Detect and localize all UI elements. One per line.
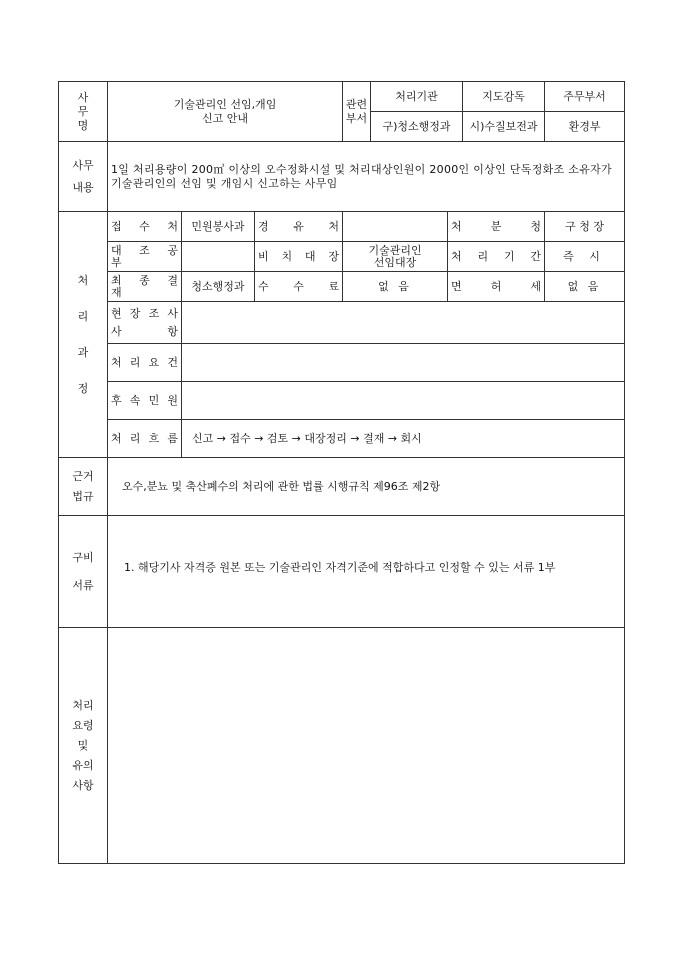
documents-label: 구비 서류 bbox=[59, 516, 108, 628]
routing-label: 경 유 처 bbox=[255, 212, 343, 242]
processing-period-value: 즉 시 bbox=[545, 242, 625, 272]
license-tax-value: 없 음 bbox=[545, 272, 625, 302]
service-title: 기술관리인 선임,개임 신고 안내 bbox=[108, 82, 343, 142]
basis-text: 오수,분뇨 및 축산폐수의 처리에 관한 법률 시행규칙 제96조 제2항 bbox=[108, 458, 625, 516]
supervision-value: 시)수질보전과 bbox=[463, 112, 545, 142]
related-dept-label: 관련부서 bbox=[343, 82, 371, 142]
documents-list bbox=[108, 516, 625, 628]
site-survey-value bbox=[182, 302, 625, 344]
content-label: 사무 내용 bbox=[59, 142, 108, 212]
service-name-label: 사 무 명 bbox=[59, 82, 108, 142]
main-dept-value: 환경부 bbox=[545, 112, 625, 142]
cross-check-label: 대 조 공 부 bbox=[108, 242, 182, 272]
notes-label: 처리 요령 및 유의 사항 bbox=[59, 628, 108, 864]
reception-value: 민원봉사과 bbox=[182, 212, 255, 242]
requirements-label: 처 리 요 건 bbox=[108, 344, 182, 382]
followup-label: 후 속 민 원 bbox=[108, 382, 182, 420]
final-approval-label: 최 종 결 재 bbox=[108, 272, 182, 302]
cross-check-value bbox=[182, 242, 255, 272]
final-approval-value: 청소행정과 bbox=[182, 272, 255, 302]
followup-value bbox=[182, 382, 625, 420]
guidance-form-table bbox=[58, 81, 625, 864]
process-section-label: 처 리 과 정 bbox=[59, 212, 108, 458]
requirements-value bbox=[182, 344, 625, 382]
notes-text bbox=[108, 628, 625, 864]
license-tax-label: 면 허 세 bbox=[448, 272, 545, 302]
reception-label: 접 수 처 bbox=[108, 212, 182, 242]
flow-label: 처 리 흐 름 bbox=[108, 420, 182, 458]
main-dept-header: 주무부서 bbox=[545, 82, 625, 112]
site-survey-label: 현 장 조 사 사 항 bbox=[108, 302, 182, 344]
content-text: 1일 처리용량이 200㎥ 이상의 오수정화시설 및 처리대상인원이 2000인 이상인 단독정화조 소유자가 기술관리인의 선임 및 개임시 신고하는 사무임 bbox=[108, 142, 625, 212]
fee-value: 없 음 bbox=[343, 272, 448, 302]
disposition-value: 구 청 장 bbox=[545, 212, 625, 242]
routing-value bbox=[343, 212, 448, 242]
flow-value: 신고 → 접수 → 검토 → 대장정리 → 결재 → 회시 bbox=[182, 420, 625, 458]
processing-agency-value: 구)청소행정과 bbox=[371, 112, 463, 142]
disposition-label: 처 분 청 bbox=[448, 212, 545, 242]
ledger-value: 기술관리인 선임대장 bbox=[343, 242, 448, 272]
processing-agency-header: 처리기관 bbox=[371, 82, 463, 112]
processing-period-label: 처 리 기 간 bbox=[448, 242, 545, 272]
fee-label: 수 수 료 bbox=[255, 272, 343, 302]
basis-label: 근거 법규 bbox=[59, 458, 108, 516]
document-item: 1. 해당기사 자격증 원본 또는 기술관리인 자격기준에 적합하다고 인정할 수 있는 서류 1부 bbox=[124, 560, 556, 574]
supervision-header: 지도감독 bbox=[463, 82, 545, 112]
ledger-label: 비 치 대 장 bbox=[255, 242, 343, 272]
